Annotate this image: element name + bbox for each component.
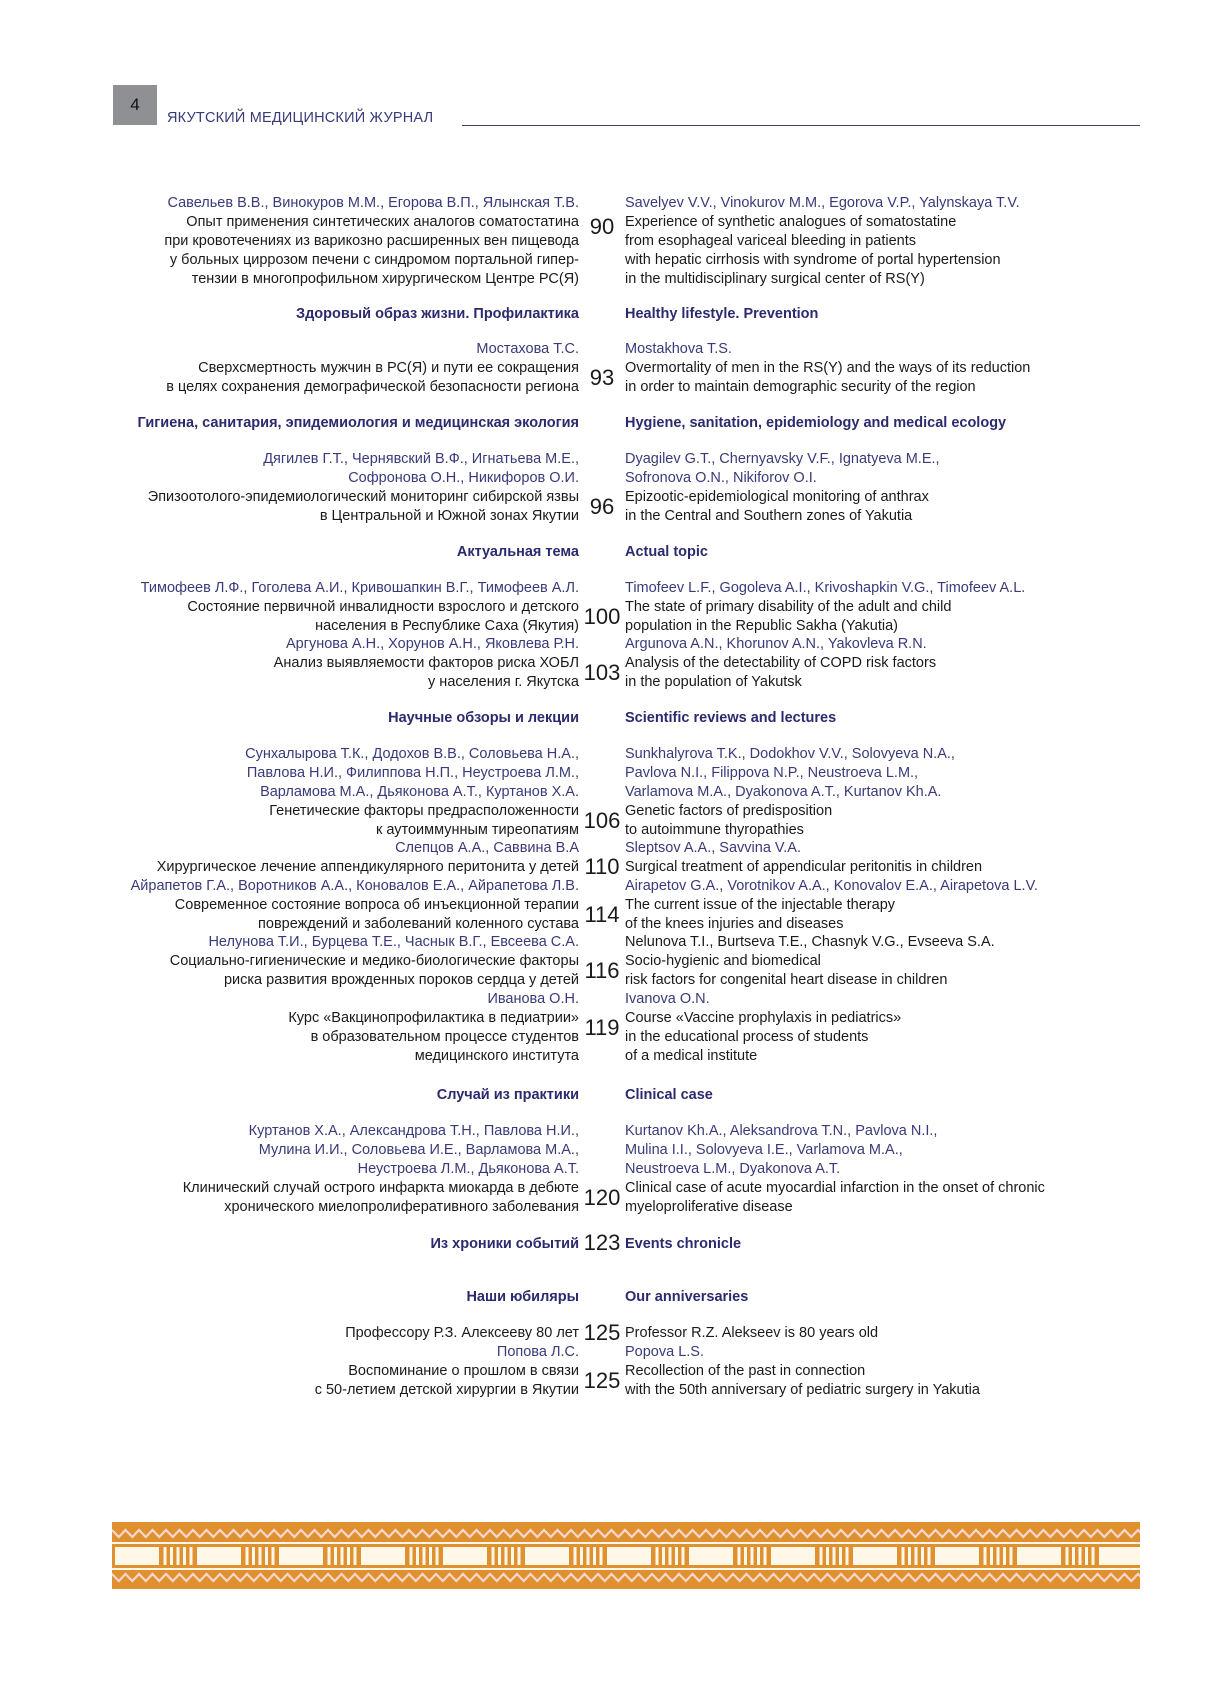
toc-entry[interactable]: [0, 450, 1208, 526]
ornament-bar: [341, 1547, 344, 1565]
authors-ru: Тимофеев Л.Ф., Гоголева А.И., Кривошапкин В.Г., Тимофеев А.Л.: [140, 580, 579, 596]
ornament-box: [607, 1547, 651, 1565]
section-heading-en: Scientific reviews and lectures: [625, 710, 837, 726]
title-ru: Генетические факторы предрасположенности: [269, 802, 579, 819]
title-line: [0, 270, 1208, 289]
toc-entry[interactable]: [0, 1343, 1208, 1400]
page-number: 103: [583, 659, 621, 685]
title-en: Surgical treatment of appendicular peritonitis in children: [625, 858, 983, 875]
author-line: [0, 1160, 1208, 1179]
ornament-bar: [354, 1547, 357, 1565]
ornament-bar: [997, 1547, 1000, 1565]
title-ru: Опыт применения синтетических аналогов соматостатина: [186, 213, 579, 230]
ornament-bar: [826, 1547, 829, 1565]
title-ru: тензии в многопрофильном хирургическом Центре РС(Я): [191, 270, 579, 287]
ornament-bar: [246, 1547, 249, 1565]
title-en: in the multidisciplinary surgical center of RS(Y): [625, 270, 925, 287]
ornament-bar: [429, 1547, 432, 1565]
authors-ru: Варламова М.А., Дьяконова А.Т., Куртанов Х.А.: [260, 783, 579, 800]
title-ru: с 50-летием детской хирургии в Якутии: [314, 1381, 579, 1398]
authors-ru: Мостахова Т.С.: [476, 341, 579, 357]
ornament-bar: [347, 1547, 350, 1565]
title-ru: при кровотечениях из варикозно расширенных вен пищевода: [164, 232, 579, 249]
authors-ru: Попова Л.С.: [496, 1344, 579, 1360]
ornament-bar: [498, 1547, 501, 1565]
ornament-bar: [492, 1547, 495, 1565]
author-line: [0, 340, 1208, 359]
ornament-middle-band: [112, 1547, 1140, 1565]
ornament-bar: [921, 1547, 924, 1565]
title-ru: Хирургическое лечение аппендикулярного перитонита у детей: [156, 858, 579, 875]
ornament-bar: [656, 1547, 659, 1565]
title-ru: Клинический случай острого инфаркта миокарда в дебюте: [182, 1179, 579, 1196]
authors-en: Dyagilev G.T., Chernyavsky V.F., Ignatyeva M.E.,: [625, 451, 940, 467]
section-heading-en: Actual topic: [625, 544, 708, 560]
authors-ru: Айрапетов Г.А., Воротников А.А., Коновалов Е.А., Айрапетова Л.В.: [130, 878, 579, 894]
title-ru: медицинского института: [414, 1047, 579, 1064]
ornament-bar: [328, 1547, 331, 1565]
ornament-bar: [259, 1547, 262, 1565]
authors-ru: Иванова О.Н.: [487, 991, 579, 1007]
ornament-bar: [518, 1547, 521, 1565]
page-number: 4: [130, 95, 140, 114]
authors-ru: Аргунова А.Н., Хорунов А.Н., Яковлева Р.Н.: [285, 636, 579, 652]
section-heading-ru: Научные обзоры и лекции: [388, 710, 579, 726]
ornament-bar: [1079, 1547, 1082, 1565]
ornament-bar: [511, 1547, 514, 1565]
ornament-box: [361, 1547, 405, 1565]
toc-entry[interactable]: [0, 579, 1208, 636]
ornament-line-bottom: [112, 1568, 1140, 1570]
toc-entry[interactable]: [0, 990, 1208, 1066]
authors-en: Sleptsov A.A., Savvina V.A.: [625, 840, 801, 856]
title-ru: Анализ выявляемости факторов риска ХОБЛ: [273, 654, 579, 671]
ornament-box: [115, 1547, 159, 1565]
ornament-bar: [1010, 1547, 1013, 1565]
ornament-bar: [272, 1547, 275, 1565]
ornament-bar: [833, 1547, 836, 1565]
title-ru: в целях сохранения демографической безопасности региона: [166, 378, 579, 395]
ornament-bar: [183, 1547, 186, 1565]
ornament-bar: [600, 1547, 603, 1565]
title-ru: Воспоминание о прошлом в связи: [348, 1362, 579, 1379]
authors-en: Savelyev V.V., Vinokurov M.M., Egorova V.P., Yalynskaya T.V.: [625, 195, 1020, 211]
title-ru: Состояние первичной инвалидности взрослого и детского: [187, 598, 579, 615]
page-number: 114: [584, 901, 620, 927]
toc-entry[interactable]: [0, 877, 1208, 934]
section-heading-ru: Здоровый образ жизни. Профилактика: [296, 306, 579, 322]
authors-en: Mulina I.I., Solovyeva I.E., Varlamova M.A.,: [625, 1141, 903, 1158]
ornament-bar: [738, 1547, 741, 1565]
authors-en: Kurtanov Kh.A., Aleksandrova T.N., Pavlova N.I.,: [625, 1123, 938, 1139]
ornament-bar: [757, 1547, 760, 1565]
ornament-bar: [410, 1547, 413, 1565]
ornament-bar: [928, 1547, 931, 1565]
page-number: 123: [583, 1230, 621, 1255]
section-heading: [0, 543, 1208, 562]
title-ru: повреждений и заболеваний коленного сустава: [258, 915, 579, 932]
title-ru: к аутоиммунным тиреопатиям: [375, 821, 579, 838]
author-line: [0, 745, 1208, 764]
title-en: in the population of Yakutsk: [625, 673, 802, 690]
ornament-bar: [334, 1547, 337, 1565]
author-line: [0, 990, 1208, 1009]
title-line: [0, 251, 1208, 270]
page-number: 125: [583, 1367, 621, 1393]
ornament-bar: [846, 1547, 849, 1565]
page-number: 116: [584, 957, 620, 983]
authors-ru: Софронова О.Н., Никифоров О.И.: [348, 469, 579, 486]
section-heading: [0, 1288, 1208, 1307]
authors-ru: Сунхалырова Т.К., Додохов В.В., Соловьева Н.А.,: [245, 746, 579, 762]
title-en: Professor R.Z. Alekseev is 80 years old: [625, 1325, 879, 1341]
author-line: [0, 783, 1208, 802]
author-line: [0, 450, 1208, 469]
page-number: 120: [583, 1184, 621, 1210]
authors-ru: Дягилев Г.Т., Чернявский В.Ф., Игнатьева М.Е.,: [263, 451, 579, 467]
title-ru: Курс «Вакцинопрофилактика в педиатрии»: [288, 1009, 579, 1026]
toc-entry[interactable]: [0, 1122, 1208, 1217]
toc-entry[interactable]: [0, 745, 1208, 840]
ornament-bar: [839, 1547, 842, 1565]
ornament-bar: [580, 1547, 583, 1565]
title-en: Socio-hygienic and biomedical: [625, 952, 821, 969]
ornament-bar: [820, 1547, 823, 1565]
ornament-bar: [252, 1547, 255, 1565]
title-ru: Социально-гигиенические и медико-биологические факторы: [169, 952, 579, 969]
title-ru: риска развития врожденных пороков сердца у детей: [223, 971, 579, 988]
title-ru: Профессору Р.З. Алексееву 80 лет: [345, 1325, 579, 1341]
toc-entry[interactable]: [0, 635, 1208, 692]
title-en: with the 50th anniversary of pediatric surgery in Yakutia: [625, 1381, 980, 1398]
ornament-bar: [164, 1547, 167, 1565]
section-heading-ru: Из хроники событий: [430, 1236, 579, 1252]
section-heading-ru: Актуальная тема: [456, 544, 579, 560]
title-en: Analysis of the detectability of COPD risk factors: [625, 654, 937, 671]
ornament-box: [771, 1547, 815, 1565]
author-line: [0, 194, 1208, 213]
page-number: 106: [583, 807, 621, 833]
page-number: 93: [589, 364, 615, 390]
authors-en: Sofronova O.N., Nikiforov O.I.: [625, 469, 817, 486]
title-en: The current issue of the injectable therapy: [625, 896, 896, 913]
author-line: [0, 635, 1208, 654]
title-en: of the knees injuries and diseases: [625, 915, 844, 932]
title-ru: у населения г. Якутска: [428, 673, 579, 690]
ornament-box: [443, 1547, 487, 1565]
title-en: from esophageal variceal bleeding in patients: [625, 232, 916, 249]
authors-ru: Савельев В.В., Винокуров М.М., Егорова В.П., Ялынская Т.В.: [167, 195, 579, 211]
section-heading: [0, 414, 1208, 433]
ornament-box: [935, 1547, 979, 1565]
author-line: [0, 1343, 1208, 1362]
ornament-bar: [984, 1547, 987, 1565]
decorative-ornament-border: [112, 1522, 1140, 1589]
title-en: population in the Republic Sakha (Yakutia): [625, 617, 898, 634]
title-en: The state of primary disability of the adult and child: [625, 598, 952, 615]
authors-ru: Нелунова Т.И., Бурцева Т.Е., Часнык В.Г., Евсеева С.А.: [208, 934, 579, 950]
title-en: Course «Vaccine prophylaxis in pediatrics»: [625, 1009, 902, 1026]
toc-entry[interactable]: [0, 194, 1208, 289]
page-number: 96: [589, 493, 615, 519]
section-heading-en: Clinical case: [625, 1087, 713, 1103]
section-heading-en: Events chronicle: [625, 1236, 742, 1252]
author-line: [0, 933, 1208, 952]
title-en: Recollection of the past in connection: [625, 1362, 866, 1379]
authors-ru: Павлова Н.И., Филиппова Н.П., Неустроева Л.М.,: [246, 764, 579, 781]
page-number: 125: [583, 1320, 621, 1346]
ornament-bar: [1085, 1547, 1088, 1565]
author-line: [0, 1122, 1208, 1141]
ornament-bar: [744, 1547, 747, 1565]
ornament-bar: [436, 1547, 439, 1565]
ornament-box: [1017, 1547, 1061, 1565]
authors-en: Mostakhova T.S.: [625, 341, 732, 357]
section-heading-ru: Гигиена, санитария, эпидемиология и медицинская экология: [137, 415, 579, 431]
authors-ru: Куртанов Х.А., Александрова Т.Н., Павлова Н.И.,: [248, 1123, 579, 1139]
authors-en: Varlamova M.A., Dyakonova A.T., Kurtanov Kh.A.: [625, 783, 942, 800]
title-ru: в образовательном процессе студентов: [310, 1028, 579, 1045]
page-number: 119: [584, 1014, 620, 1040]
ornament-bar: [574, 1547, 577, 1565]
page-number: 110: [584, 854, 620, 880]
author-line: [0, 469, 1208, 488]
title-en: to autoimmune thyropathies: [625, 821, 804, 838]
ornament-bar: [915, 1547, 918, 1565]
authors-en: Timofeev L.F., Gogoleva A.I., Krivoshapkin V.G., Timofeev A.L.: [625, 580, 1026, 596]
author-line: [0, 877, 1208, 896]
title-en: in the educational process of students: [625, 1028, 869, 1045]
authors-en: Airapetov G.A., Vorotnikov A.A., Konovalov E.A., Airapetova L.V.: [625, 878, 1038, 894]
authors-en: Neustroeva L.M., Dyakonova A.T.: [625, 1160, 841, 1177]
ornament-bar: [669, 1547, 672, 1565]
title-en: with hepatic cirrhosis with syndrome of portal hypertension: [625, 251, 1001, 268]
title-ru: Эпизоотолого-эпидемиологический мониторинг сибирской язвы: [147, 488, 579, 505]
ornament-box: [197, 1547, 241, 1565]
ornament-bar: [764, 1547, 767, 1565]
author-line: [0, 579, 1208, 598]
ornament-bar: [1092, 1547, 1095, 1565]
ornament-bar: [190, 1547, 193, 1565]
journal-title: ЯКУТСКИЙ МЕДИЦИНСКИЙ ЖУРНАЛ: [167, 110, 434, 126]
title-en: Clinical case of acute myocardial infarction in the onset of chronic: [625, 1179, 1045, 1196]
section-heading-en: Our anniversaries: [625, 1289, 749, 1305]
page-number: 90: [589, 214, 615, 240]
authors-ru: Неустроева Л.М., Дьяконова А.Т.: [357, 1160, 579, 1177]
toc-entry[interactable]: [0, 340, 1208, 397]
toc-entry[interactable]: [0, 933, 1208, 990]
ornament-bar: [1072, 1547, 1075, 1565]
authors-en: Pavlova N.I., Filippova N.P., Neustroeva L.M.,: [625, 764, 919, 781]
ornament-bar: [170, 1547, 173, 1565]
ornament-line-top: [112, 1542, 1140, 1544]
title-ru: хронического миелопролиферативного заболевания: [224, 1198, 579, 1215]
ornament-bar: [751, 1547, 754, 1565]
ornament-box: [689, 1547, 733, 1565]
author-line: [0, 764, 1208, 783]
ornament-bar: [416, 1547, 419, 1565]
title-en: in the Central and Southern zones of Yakutia: [625, 507, 913, 524]
title-en: Genetic factors of predisposition: [625, 802, 833, 819]
section-heading: [0, 709, 1208, 728]
ornament-box: [279, 1547, 323, 1565]
authors-ru: Слепцов А.А., Саввина В.А: [395, 840, 579, 856]
section-heading-ru: Случай из практики: [436, 1087, 579, 1103]
authors-en: Argunova A.N., Khorunov A.N., Yakovleva R.N.: [625, 636, 927, 652]
authors-en: Sunkhalyrova T.K., Dodokhov V.V., Solovyeva N.A.,: [625, 746, 955, 762]
ornament-bar: [902, 1547, 905, 1565]
title-ru: в Центральной и Южной зонах Якутии: [319, 507, 579, 524]
section-heading: [0, 305, 1208, 324]
ornament-bar: [1066, 1547, 1069, 1565]
ornament-bar: [675, 1547, 678, 1565]
author-line: [0, 1141, 1208, 1160]
title-en: Experience of synthetic analogues of somatostatine: [625, 213, 957, 230]
ornament-box: [1099, 1547, 1140, 1565]
ornament-bar: [177, 1547, 180, 1565]
authors-en: Ivanova O.N.: [625, 991, 710, 1007]
section-heading-en: Healthy lifestyle. Prevention: [625, 306, 819, 322]
authors-en: Nelunova T.I., Burtseva T.E., Chasnyk V.G., Evseeva S.A.: [625, 934, 995, 950]
section-heading-en: Hygiene, sanitation, epidemiology and medical ecology: [625, 415, 1007, 431]
ornament-box: [853, 1547, 897, 1565]
title-ru: Современное состояние вопроса об инъекционной терапии: [174, 896, 579, 913]
title-ru: Сверхсмертность мужчин в РС(Я) и пути ее сокращения: [198, 359, 579, 376]
title-ru: у больных циррозом печени с синдромом портальной гипер-: [169, 251, 579, 268]
authors-ru: Мулина И.И., Соловьева И.Е., Варламова М.А.,: [258, 1141, 579, 1158]
ornament-bar: [908, 1547, 911, 1565]
ornament-bar: [265, 1547, 268, 1565]
authors-en: Popova L.S.: [625, 1344, 704, 1360]
section-heading-ru: Наши юбиляры: [466, 1289, 579, 1305]
toc-entry[interactable]: [0, 1320, 1208, 1346]
title-en: of a medical institute: [625, 1047, 758, 1064]
ornament-bar: [990, 1547, 993, 1565]
toc-entry[interactable]: [0, 839, 1208, 880]
title-ru: населения в Республике Саха (Якутия): [315, 617, 579, 634]
ornament-bar: [682, 1547, 685, 1565]
page-number: 100: [583, 603, 621, 629]
section-heading: [0, 1230, 1208, 1255]
ornament-bar: [593, 1547, 596, 1565]
ornament-box: [525, 1547, 569, 1565]
title-line: [0, 1047, 1208, 1066]
ornament-bar: [423, 1547, 426, 1565]
section-heading: [0, 1086, 1208, 1105]
title-en: myeloproliferative disease: [625, 1198, 793, 1215]
ornament-bar: [505, 1547, 508, 1565]
title-en: Overmortality of men in the RS(Y) and the ways of its reduction: [625, 359, 1031, 376]
ornament-bar: [662, 1547, 665, 1565]
ornament-bar: [587, 1547, 590, 1565]
ornament-bar: [1003, 1547, 1006, 1565]
title-en: risk factors for congenital heart disease in children: [625, 971, 948, 988]
title-en: Epizootic-epidemiological monitoring of anthrax: [625, 488, 929, 505]
title-en: in order to maintain demographic security of the region: [625, 378, 976, 395]
